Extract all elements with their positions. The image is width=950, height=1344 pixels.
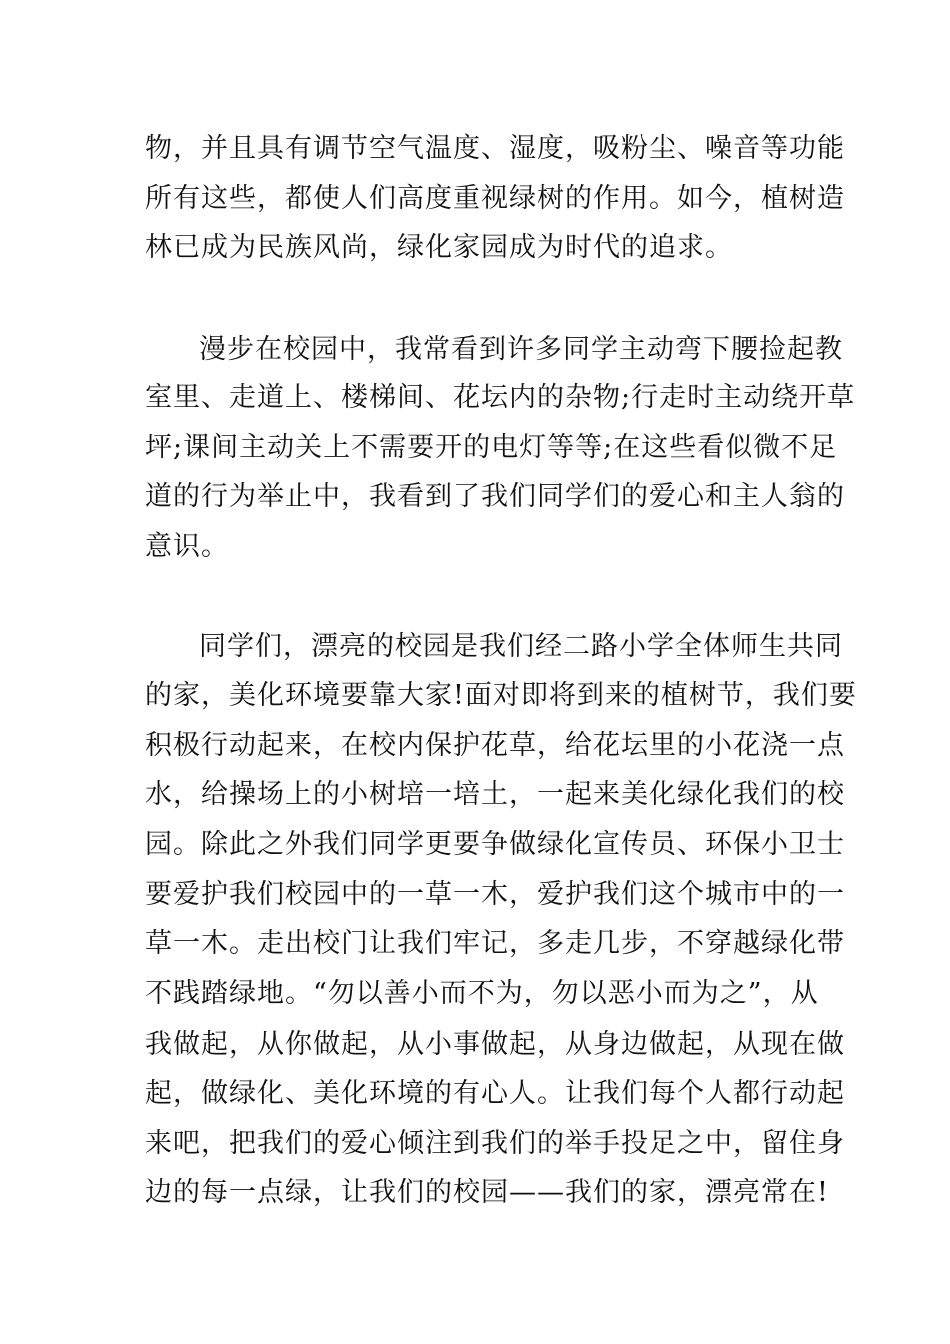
paragraph-2-line-5: 意识。	[145, 531, 229, 562]
paragraph-3-line-5: 园。除此之外我们同学更要争做绿化宣传员、环保小卫士	[145, 829, 845, 860]
paragraph-2-line-4: 道的行为举止中，我看到了我们同学们的爱心和主人翁的	[145, 481, 845, 512]
paragraph-3-line-1: 同学们，漂亮的校园是我们经二路小学全体师生共同	[199, 631, 843, 662]
paragraph-3-line-10: 起，做绿化、美化环境的有心人。让我们每个人都行动起	[145, 1078, 845, 1109]
paragraph-3-line-4: 水，给操场上的小树培一培土，一起来美化绿化我们的校	[145, 779, 845, 810]
paragraph-3-line-7: 草一木。走出校门让我们牢记，多走几步，不穿越绿化带	[145, 928, 845, 959]
paragraph-2-line-2: 室里、走道上、楼梯间、花坛内的杂物;行走时主动绕开草	[145, 382, 856, 413]
paragraph-3-line-12: 边的每一点绿，让我们的校园——我们的家，漂亮常在!	[145, 1177, 829, 1208]
paragraph-1-line-3: 林已成为民族风尚，绿化家园成为时代的追求。	[145, 232, 733, 263]
paragraph-1-line-1: 物，并且具有调节空气温度、湿度，吸粉尘、噪音等功能	[145, 133, 845, 164]
paragraph-3-line-11: 来吧，把我们的爱心倾注到我们的举手投足之中，留住身	[145, 1128, 845, 1159]
paragraph-3-line-8: 不践踏绿地。“勿以善小而不为，勿以恶小而为之”，从	[145, 978, 819, 1009]
paragraph-2-line-3: 坪;课间主动关上不需要开的电灯等等;在这些看似微不足	[145, 432, 838, 463]
paragraph-1-line-2: 所有这些，都使人们高度重视绿树的作用。如今，植树造	[145, 183, 845, 214]
paragraph-2-line-1: 漫步在校园中，我常看到许多同学主动弯下腰捡起教	[199, 334, 843, 365]
paragraph-3-line-2: 的家，美化环境要靠大家!面对即将到来的植树节，我们要	[145, 680, 857, 711]
paragraph-3-line-9: 我做起，从你做起，从小事做起，从身边做起，从现在做	[145, 1029, 845, 1060]
paragraph-3-line-6: 要爱护我们校园中的一草一木，爱护我们这个城市中的一	[145, 879, 845, 910]
paragraph-3-line-3: 积极行动起来，在校内保护花草，给花坛里的小花浇一点	[145, 730, 845, 761]
